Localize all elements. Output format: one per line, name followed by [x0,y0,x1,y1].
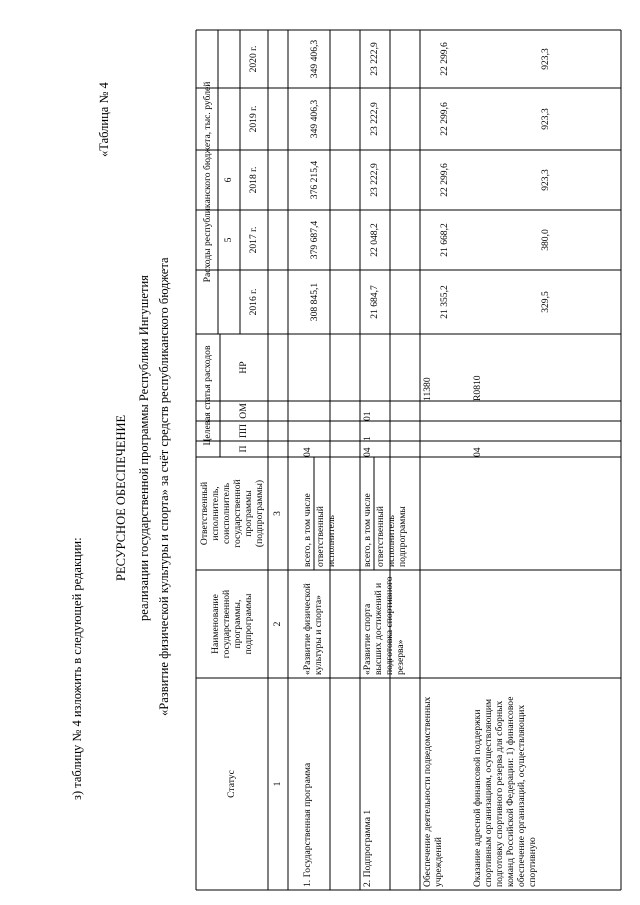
header-num-1: 1 [272,781,284,787]
r4-value-2016: 329,5 [539,291,551,313]
header-pp: ПП [238,424,250,438]
r3-nr: 11380 [422,377,433,401]
r1-status: 1. Государственная программа [302,762,313,887]
r2-p: 04 [362,447,373,457]
header-num-3: 3 [272,511,284,516]
r1-value-2020: 349 406,3 [309,39,321,79]
r2-exec-a: всего, в том числе [362,493,373,567]
r2-value-2020: 23 222,9 [369,42,381,76]
r4-value-2018: 923,3 [539,169,551,191]
r1-value-2019: 349 406,3 [309,99,321,139]
r4-status: Оказание адресной финансовой поддержки спортивным организациям, осуществляющим подготовку спортивного резерва для сборных команд Российской Федерации: 1) финансовое обеспечение организаций, осуществляющих спортивную [472,696,539,887]
header-target: Целевая статья расходов [202,345,214,446]
r1-value-2018: 376 215,4 [309,160,321,200]
header-expenses: Расходы республиканского бюджета, тыс. рублей [202,81,214,283]
intro-text: з) таблицу № 4 изложить в следующей редакции: [70,537,84,800]
header-year-2019: 2019 г. [248,105,260,133]
r2-value-2016: 21 684,7 [369,285,381,319]
doc-heading: РЕСУРСНОЕ ОБЕСПЕЧЕНИЕ [114,414,128,581]
r4-nr: R0810 [472,375,483,401]
r4-value-2017: 380,0 [539,229,551,251]
r4-value-2019: 923,3 [539,108,551,130]
r2-exec-b: ответственный исполнитель подпрограммы [375,506,409,567]
header-year-2018: 2018 г. [248,166,260,194]
header-om: ОМ [238,403,250,419]
table-label: «Таблица № 4 [97,82,111,157]
header-year-2017: 2017 г. [248,226,260,254]
r2-name: «Развитие спорта высших достижений и подготовка спортивного резерва» [362,576,407,675]
header-executor: Ответственный исполнитель, соисполнитель государственной программы (подпрограммы) [198,479,266,548]
r3-value-2016: 21 355,2 [439,285,451,319]
r1-value-2017: 379 687,4 [309,220,321,260]
r3-value-2019: 22 299,6 [439,102,451,136]
r2-value-2017: 22 048,2 [369,223,381,257]
header-name: Наименование государственной программы, подпрограммы [209,589,255,659]
doc-subtitle-line1: реализации государственной программы Республики Ингушетия [137,275,151,621]
header-num-6: 6 [223,177,235,183]
header-nr: НР [238,361,250,374]
r2-value-2019: 23 222,9 [369,102,381,136]
r3-status: Обеспечение деятельности подведомственных учреждений [422,696,445,887]
r3-value-2017: 21 668,2 [439,223,451,257]
r2-value-2018: 23 222,9 [369,163,381,197]
doc-subtitle-line2: «Развитие физической культуры и спорта» за счёт средств республиканского бюджета [157,257,171,716]
r2-status: 2. Подпрограмма 1 [362,809,373,887]
r1-exec-b: ответственный исполнитель [315,506,338,567]
r1-exec-a: всего, в том числе [302,493,313,567]
r4-value-2020: 923,3 [539,48,551,70]
r3-value-2020: 22 299,6 [439,42,451,76]
header-p: П [238,445,250,453]
r2-pp: 1 [362,436,373,441]
r2-om: 01 [362,411,373,421]
r1-p: 04 [302,447,313,457]
header-num-2: 2 [272,621,284,627]
r4-p: 04 [472,447,483,457]
r1-name: «Развитие физической культуры и спорта» [302,583,325,675]
header-year-2016: 2016 г. [248,288,260,316]
r1-value-2016: 308 845,1 [309,282,321,322]
header-year-2020: 2020 г. [248,45,260,73]
header-num-5: 5 [223,237,235,243]
r3-value-2018: 22 299,6 [439,163,451,197]
header-status: Статус [226,770,238,798]
